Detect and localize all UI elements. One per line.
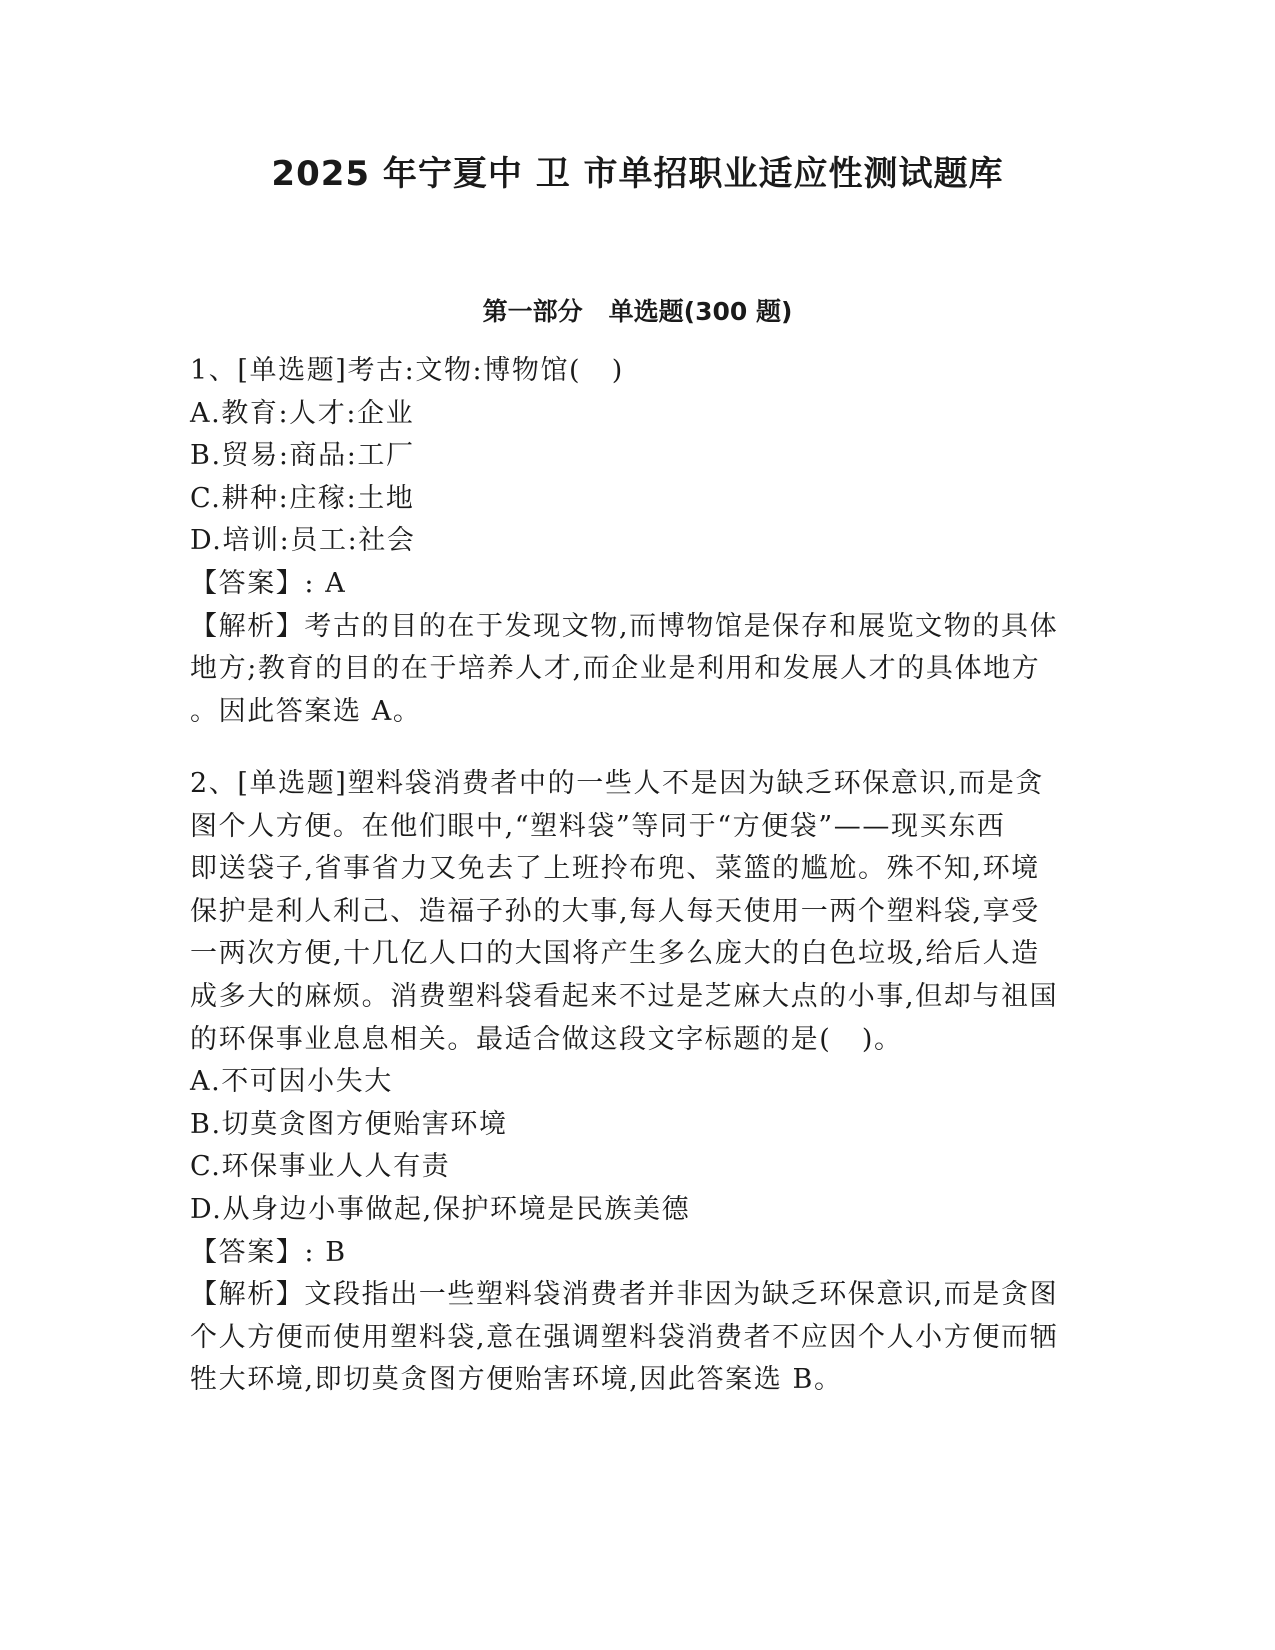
question-stem-line: 即送袋子,省事省力又免去了上班拎布兜、菜篮的尴尬。殊不知,环境	[190, 853, 1040, 885]
option-a: A.不可因小失大	[190, 1066, 393, 1098]
analysis-line: 【解析】文段指出一些塑料袋消费者并非因为缺乏环保意识,而是贪图	[190, 1279, 1059, 1311]
question-2	[190, 763, 1090, 1402]
question-stem: 1、[单选题]考古:文物:博物馆( )	[190, 355, 624, 386]
question-stem-line: 的环保事业息息相关。最适合做这段文字标题的是( )。	[190, 1023, 903, 1055]
analysis-line: 牲大环境,即切莫贪图方便贻害环境,因此答案选 B。	[190, 1364, 843, 1396]
question-1	[190, 350, 1090, 733]
option-c: C.耕种:庄稼:土地	[190, 482, 415, 514]
option-b: B.切莫贪图方便贻害环境	[190, 1108, 508, 1140]
option-b: B.贸易:商品:工厂	[190, 440, 415, 472]
analysis-line: 个人方便而使用塑料袋,意在强调塑料袋消费者不应因个人小方便而牺	[190, 1321, 1059, 1353]
answer-line: 【答案】: B	[190, 1236, 347, 1268]
question-stem-line: 图个人方便。在他们眼中,“塑料袋”等同于“方便袋”——现买东西	[190, 810, 1006, 842]
option-d: D.培训:员工:社会	[190, 525, 416, 557]
question-stem-line: 保护是利人利己、造福子孙的大事,每人每天使用一两个塑料袋,享受	[190, 895, 1040, 927]
option-d: D.从身边小事做起,保护环境是民族美德	[190, 1193, 691, 1225]
question-stem-line: 成多大的麻烦。消费塑料袋看起来不过是芝麻大点的小事,但却与祖国	[190, 980, 1059, 1012]
analysis-line: 。因此答案选 A。	[190, 695, 422, 727]
section-title: 第一部分 单选题(300 题)	[482, 297, 793, 326]
question-stem-line: 一两次方便,十几亿人口的大国将产生多么庞大的白色垃圾,给后人造	[190, 938, 1040, 970]
option-a: A.教育:人才:企业	[190, 397, 415, 429]
answer-line: 【答案】: A	[190, 567, 347, 599]
document-title: 2025 年宁夏中 卫 市单招职业适应性测试题库	[271, 154, 1004, 194]
question-stem-line: 2、[单选题]塑料袋消费者中的一些人不是因为缺乏环保意识,而是贪	[190, 768, 1045, 799]
option-c: C.环保事业人人有责	[190, 1151, 451, 1183]
analysis-line: 地方;教育的目的在于培养人才,而企业是利用和发展人才的具体地方	[190, 653, 1041, 685]
analysis-line: 【解析】考古的目的在于发现文物,而博物馆是保存和展览文物的具体	[190, 610, 1059, 642]
